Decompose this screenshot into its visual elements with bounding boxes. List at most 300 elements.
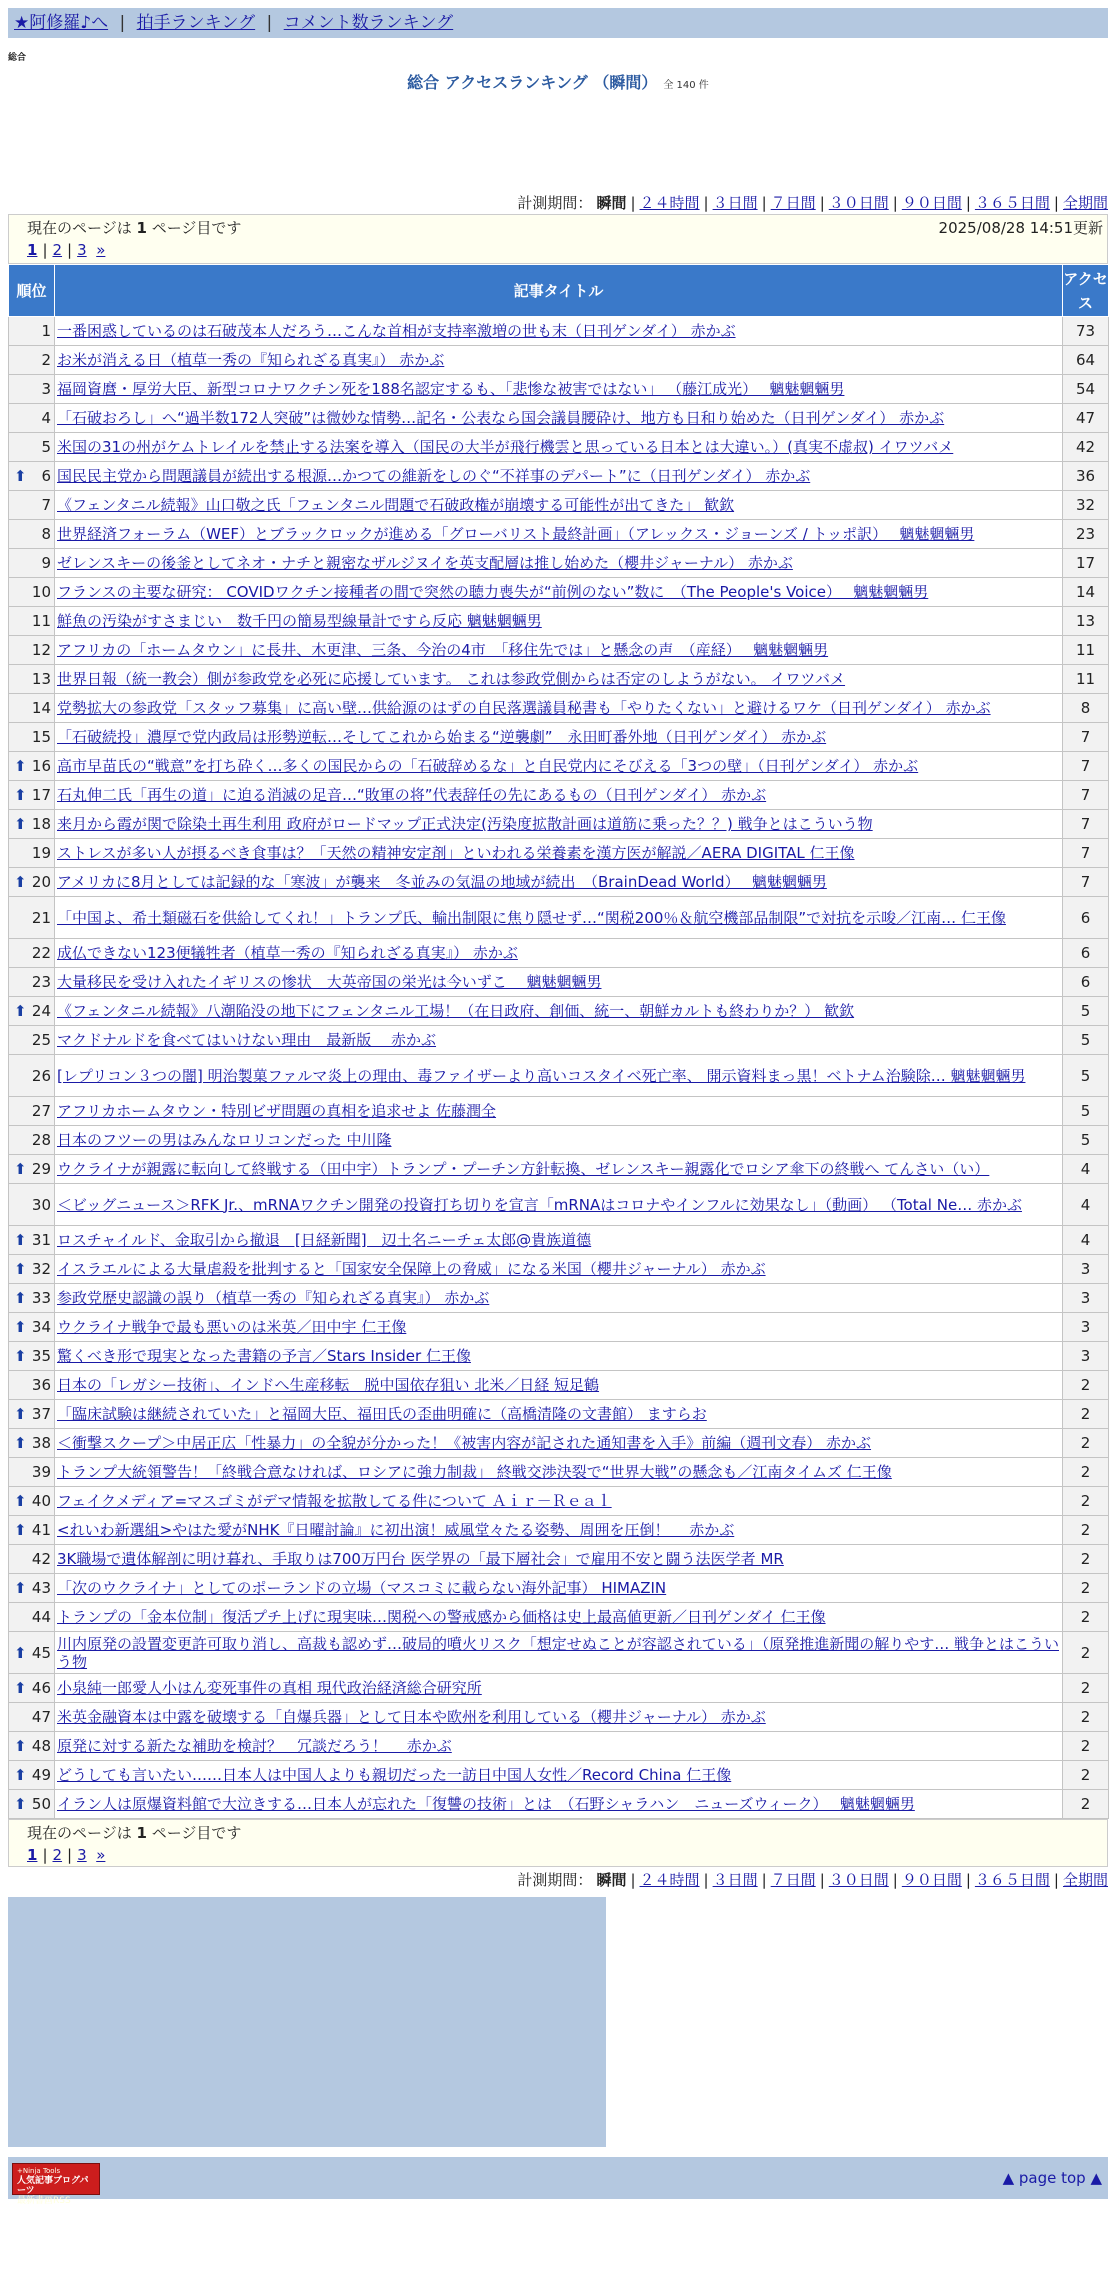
article-title-link[interactable]: 参政党歴史認識の誤り（植草一秀の『知られざる真実』） 赤かぶ	[57, 1289, 490, 1307]
article-title-link[interactable]: ウクライナ戦争で最も悪いのは米英／田中宇 仁王像	[57, 1318, 407, 1336]
table-row	[9, 1184, 1109, 1226]
access-count: 2	[1063, 1545, 1109, 1574]
access-count: 32	[1063, 491, 1109, 520]
period-separator: |	[703, 1871, 709, 1889]
table-row	[9, 1226, 1109, 1255]
rank-number: 2	[41, 351, 51, 369]
access-count: 14	[1063, 578, 1109, 607]
title-cell	[55, 317, 1063, 346]
rank-cell	[9, 1574, 55, 1603]
article-title-link[interactable]: 一番困惑しているのは石破茂本人だろう…こんな首相が支持率激増の世も末（日刊ゲンダイ） 赤かぶ	[57, 322, 736, 340]
rank-number: 24	[31, 1002, 51, 1020]
title-cell	[55, 1545, 1063, 1574]
table-row	[9, 1400, 1109, 1429]
table-row	[9, 491, 1109, 520]
title-cell	[55, 1226, 1063, 1255]
rank-cell	[9, 1026, 55, 1055]
title-cell	[55, 1126, 1063, 1155]
title-cell	[55, 1574, 1063, 1603]
article-title-link[interactable]: ＜衝撃スクープ＞中居正広「性暴力」の全貌が分かった！《被害内容が記された通知書を入手》前編（週刊文春） 赤かぶ	[57, 1434, 872, 1452]
rank-number: 48	[31, 1737, 51, 1755]
access-count: 5	[1063, 1026, 1109, 1055]
table-row	[9, 549, 1109, 578]
ranking-table	[8, 264, 1109, 1819]
title-cell	[55, 939, 1063, 968]
access-count: 2	[1063, 1603, 1109, 1632]
rank-up-arrow-icon: ⬆	[14, 1737, 27, 1755]
period-link[interactable]: ３０日間	[828, 194, 889, 212]
article-title-link[interactable]: ＜ビッグニュース＞RFK Jr.、mRNAワクチン開発の投資打ち切りを宣言「mRNAはコロナやインフルに効果なし」（動画） （Total Ne… 赤かぶ	[57, 1195, 1022, 1214]
title-cell	[55, 897, 1063, 939]
rank-up-arrow-icon: ⬆	[14, 1260, 27, 1278]
title-cell	[55, 1400, 1063, 1429]
title-cell	[55, 607, 1063, 636]
title-cell	[55, 839, 1063, 868]
period-separator: |	[761, 194, 767, 212]
rank-cell	[9, 997, 55, 1026]
rank-cell	[9, 939, 55, 968]
access-count: 2	[1063, 1516, 1109, 1545]
current-page-number: 1	[136, 219, 147, 237]
title-cell	[55, 1603, 1063, 1632]
rank-cell	[9, 1545, 55, 1574]
table-row	[9, 1545, 1109, 1574]
access-count: 23	[1063, 520, 1109, 549]
article-title-link[interactable]: 川内原発の設置変更許可取り消し、高裁も認めず…破局的噴火リスク「想定せぬことが容認されている」（原発推進新聞の解りやす… 戦争とはこういう物	[57, 1634, 1059, 1671]
rank-cell	[9, 549, 55, 578]
article-title-link[interactable]: <れいわ新選組>やはた愛がNHK『日曜討論』に初出演！威風堂々たる姿勢、周囲を圧倒！ 赤かぶ	[57, 1521, 735, 1539]
access-count: 2	[1063, 1574, 1109, 1603]
table-row	[9, 665, 1109, 694]
article-title-link[interactable]: ウクライナが親露に転向して終戦する（田中宇）トランプ・プーチン方針転換、ゼレンスキー親露化でロシア傘下の終戦へ てんさい（い）	[57, 1160, 990, 1178]
rank-number: 37	[31, 1405, 51, 1423]
table-row	[9, 1674, 1109, 1703]
current-page-label: 現在のページは	[27, 219, 132, 237]
rank-cell	[9, 317, 55, 346]
rank-up-arrow-icon: ⬆	[14, 1289, 27, 1307]
rank-number: 12	[31, 641, 51, 659]
article-title-link[interactable]: 大量移民を受け入れたイギリスの惨状 大英帝国の栄光は今いずこ 魑魅魍魎男	[57, 973, 602, 991]
table-row	[9, 752, 1109, 781]
article-title-link[interactable]: どうしても言いたい……日本人は中国人よりも親切だった一訪日中国人女性／Record China 仁王像	[57, 1766, 732, 1784]
current-page-label: 現在のページは	[27, 1824, 132, 1842]
article-title-link[interactable]: 世界日報（統一教会）側が参政党を必死に応援しています。 これは参政党側からは否定のしようがない。 イワツバメ	[57, 670, 846, 688]
rank-cell	[9, 1458, 55, 1487]
access-count: 64	[1063, 346, 1109, 375]
rank-number: 39	[31, 1463, 51, 1481]
clap-ranking-link[interactable]: 拍手ランキング	[136, 13, 256, 33]
rank-number: 18	[31, 815, 51, 833]
article-title-link[interactable]: フェイクメディア=マスゴミがデマ情報を拡散してる件について Ａｉｒ－Ｒｅａｌ	[57, 1492, 612, 1510]
rank-cell	[9, 1703, 55, 1732]
period-separator: |	[761, 1871, 767, 1889]
nav-separator: |	[119, 13, 126, 33]
pager-page-1[interactable]: 1	[27, 1846, 38, 1864]
rank-cell	[9, 1055, 55, 1097]
table-row	[9, 1097, 1109, 1126]
period-link[interactable]: ３日間	[712, 194, 758, 212]
article-title-link[interactable]: 「中国よ、希土類磁石を供給してくれ！」トランプ氏、輸出制限に焦り隠せず…“関税200％＆航空機部品制限”で対抗を示唆／江南… 仁王像	[57, 908, 1006, 927]
rank-number: 45	[31, 1643, 51, 1662]
access-count: 3	[1063, 1313, 1109, 1342]
table-row	[9, 1371, 1109, 1400]
access-count: 11	[1063, 636, 1109, 665]
access-count: 7	[1063, 781, 1109, 810]
rank-up-arrow-icon: ⬆	[14, 1434, 27, 1452]
article-title-link[interactable]: 石丸伸二氏「再生の道」に迫る消滅の足音…“敗軍の将”代表辞任の先にあるもの（日刊ゲンダイ） 赤かぶ	[57, 786, 767, 804]
rank-cell	[9, 1126, 55, 1155]
rank-cell	[9, 1603, 55, 1632]
period-link[interactable]: ７日間	[770, 1871, 816, 1889]
rank-up-arrow-icon: ⬆	[14, 1160, 27, 1178]
period-selector	[8, 192, 1108, 214]
rank-up-arrow-icon: ⬆	[14, 1579, 27, 1597]
rank-number: 21	[31, 908, 51, 927]
title-cell	[55, 868, 1063, 897]
table-row	[9, 968, 1109, 997]
period-separator: |	[965, 1871, 971, 1889]
rank-number: 4	[41, 409, 51, 427]
pager-page-3[interactable]: 3	[77, 241, 87, 259]
access-count: 7	[1063, 723, 1109, 752]
title-cell	[55, 1458, 1063, 1487]
article-title-link[interactable]: 原発に対する新たな補助を検討？ 冗談だろう！ 赤かぶ	[57, 1737, 452, 1755]
article-title-link[interactable]: アフリカの「ホームタウン」に長井、木更津、三条、今治の4市 「移住先では」と懸念の声 （産経） 魑魅魍魎男	[57, 641, 829, 659]
rank-number: 8	[41, 525, 51, 543]
period-label: 計測期間：	[517, 1871, 593, 1889]
period-link[interactable]: ３６５日間	[974, 1871, 1050, 1889]
rank-cell	[9, 1284, 55, 1313]
access-count: 54	[1063, 375, 1109, 404]
title-cell	[55, 491, 1063, 520]
article-title-link[interactable]: 国民民主党から問題議員が続出する根源…かつての維新をしのぐ“不祥事のデパート”に（日刊ゲンダイ） 赤かぶ	[57, 467, 811, 485]
rank-up-arrow-icon: ⬆	[14, 873, 27, 891]
col-access-header: アクセス	[1063, 265, 1109, 317]
table-row	[9, 694, 1109, 723]
rank-cell	[9, 868, 55, 897]
access-count: 7	[1063, 752, 1109, 781]
period-selector-bottom	[8, 1869, 1108, 1891]
access-count: 2	[1063, 1761, 1109, 1790]
footer	[8, 2157, 1108, 2206]
period-separator: |	[965, 194, 971, 212]
rank-number: 13	[31, 670, 51, 688]
rank-number: 1	[41, 322, 51, 340]
rank-cell	[9, 810, 55, 839]
ad-block	[8, 1897, 606, 2147]
access-count: 3	[1063, 1284, 1109, 1313]
rank-cell	[9, 1342, 55, 1371]
rank-cell	[9, 1790, 55, 1819]
period-link[interactable]: 全期間	[1062, 194, 1108, 212]
table-row	[9, 1255, 1109, 1284]
title-cell	[55, 462, 1063, 491]
article-title-link[interactable]: 「次のウクライナ」としてのポーランドの立場（マスコミに載らない海外記事） HIMAZIN	[57, 1579, 667, 1597]
article-title-link[interactable]: 鮮魚の汚染がすさまじい 数千円の簡易型線量計ですら反応 魑魅魍魎男	[57, 612, 542, 630]
ninja-tools-badge[interactable]	[12, 2163, 100, 2206]
rank-number: 25	[31, 1031, 51, 1049]
title-cell	[55, 1184, 1063, 1226]
nav-separator: |	[266, 13, 273, 33]
period-link[interactable]: ７日間	[770, 194, 816, 212]
table-row	[9, 375, 1109, 404]
rank-cell	[9, 636, 55, 665]
rank-number: 7	[41, 496, 51, 514]
pager-page-2[interactable]: 2	[52, 241, 63, 259]
title-cell	[55, 1674, 1063, 1703]
article-title-link[interactable]: 米国の31の州がケムトレイルを禁止する法案を導入（国民の大半が飛行機雲と思っている日本とは大違い。）(真実不虚叔) イワツバメ	[57, 438, 954, 456]
rank-cell	[9, 607, 55, 636]
title-cell	[55, 433, 1063, 462]
title-cell	[55, 549, 1063, 578]
period-separator: |	[819, 1871, 825, 1889]
access-count: 2	[1063, 1703, 1109, 1732]
pager-page-2[interactable]: 2	[52, 1846, 63, 1864]
rank-cell	[9, 1097, 55, 1126]
table-row	[9, 939, 1109, 968]
table-row	[9, 897, 1109, 939]
period-link[interactable]: ２４時間	[639, 194, 700, 212]
title-cell	[55, 1371, 1063, 1400]
page-info-top	[8, 214, 1108, 264]
table-row	[9, 1429, 1109, 1458]
access-count: 36	[1063, 462, 1109, 491]
access-count: 2	[1063, 1458, 1109, 1487]
rank-number: 3	[41, 380, 51, 398]
table-row	[9, 1155, 1109, 1184]
table-row	[9, 1574, 1109, 1603]
title-cell	[55, 346, 1063, 375]
period-separator: |	[630, 1871, 636, 1889]
rank-number: 49	[31, 1766, 51, 1784]
rank-cell	[9, 1732, 55, 1761]
period-link[interactable]: ９０日間	[901, 1871, 962, 1889]
period-link[interactable]: ９０日間	[901, 194, 962, 212]
access-count: 7	[1063, 810, 1109, 839]
article-title-link[interactable]: ストレスが多い人が摂るべき食事は？「天然の精神安定剤」といわれる栄養素を漢方医が解説／AERA DIGITAL 仁王像	[57, 844, 855, 862]
rank-up-arrow-icon: ⬆	[14, 786, 27, 804]
table-row	[9, 1632, 1109, 1674]
title-cell	[55, 781, 1063, 810]
article-title-link[interactable]: 小泉純一郎愛人小はん変死事件の真相 現代政治経済総合研究所	[57, 1679, 482, 1697]
table-row	[9, 1458, 1109, 1487]
table-row	[9, 1516, 1109, 1545]
pager-next[interactable]: »	[96, 241, 106, 259]
table-row	[9, 520, 1109, 549]
article-title-link[interactable]: アフリカホームタウン・特別ビザ問題の真相を追求せよ 佐藤潤全	[57, 1102, 497, 1120]
period-link[interactable]: ２４時間	[639, 1871, 700, 1889]
article-title-link[interactable]: フランスの主要な研究： COVIDワクチン接種者の間で突然の聴力喪失が“前例のない”数に （The People's Voice） 魑魅魍魎男	[57, 583, 929, 601]
article-title-link[interactable]: 日本のフツーの男はみんなロリコンだった 中川隆	[57, 1131, 392, 1149]
rank-number: 9	[41, 554, 51, 572]
article-title-link[interactable]: イスラエルによる大量虐殺を批判すると「国家安全保障上の脅威」になる米国（櫻井ジャーナル） 赤かぶ	[57, 1260, 766, 1278]
article-title-link[interactable]: [レプリコン３つの闇] 明治製菓ファルマ炎上の理由、毒ファイザーより高いコスタイベ死亡率、 開示資料まっ黒！ベトナム治験除… 魑魅魍魎男	[57, 1066, 1026, 1085]
rank-cell	[9, 723, 55, 752]
table-row	[9, 839, 1109, 868]
rank-up-arrow-icon: ⬆	[14, 1318, 27, 1336]
col-rank-header: 順位	[9, 265, 55, 317]
rank-number: 30	[31, 1195, 51, 1214]
article-title-link[interactable]: イラン人は原爆資料館で大泣きする…日本人が忘れた「復讐の技術」とは （石野シャラハン ニューズウィーク） 魑魅魍魎男	[57, 1795, 915, 1813]
article-title-link[interactable]: 《フェンタニル続報》八潮陥没の地下にフェンタニル工場！（在日政府、創価、統一、朝鮮カルトも終わりか？） 歓欽	[57, 1002, 855, 1020]
rank-cell	[9, 1761, 55, 1790]
badge-line-3: 最新書画RSS	[17, 2196, 71, 2206]
title-cell	[55, 1342, 1063, 1371]
table-row	[9, 1055, 1109, 1097]
home-link[interactable]: ★阿修羅♪へ	[14, 13, 109, 33]
rank-number: 31	[31, 1231, 51, 1249]
rank-number: 32	[31, 1260, 51, 1278]
rank-number: 11	[31, 612, 51, 630]
title-cell	[55, 694, 1063, 723]
table-row	[9, 1026, 1109, 1055]
table-row	[9, 346, 1109, 375]
rank-number: 6	[41, 467, 51, 485]
rank-cell	[9, 1371, 55, 1400]
period-link[interactable]: ３０日間	[828, 1871, 889, 1889]
rank-number: 33	[31, 1289, 51, 1307]
rank-up-arrow-icon: ⬆	[14, 1679, 27, 1697]
article-title-link[interactable]: 米英金融資本は中露を破壊する「自爆兵器」として日本や欧州を利用している（櫻井ジャーナル） 赤かぶ	[57, 1708, 766, 1726]
title-cell	[55, 1097, 1063, 1126]
period-separator: |	[703, 194, 709, 212]
title-cell	[55, 1055, 1063, 1097]
rank-cell	[9, 375, 55, 404]
access-count: 2	[1063, 1674, 1109, 1703]
title-cell	[55, 810, 1063, 839]
table-row	[9, 1761, 1109, 1790]
ad-space	[8, 92, 1108, 192]
title-cell	[55, 1284, 1063, 1313]
rank-up-arrow-icon: ⬆	[14, 1405, 27, 1423]
table-row	[9, 1342, 1109, 1371]
period-link[interactable]: 全期間	[1062, 1871, 1108, 1889]
table-row	[9, 636, 1109, 665]
rank-up-arrow-icon: ⬆	[14, 1521, 27, 1539]
article-title-link[interactable]: 《フェンタニル続報》山口敬之氏「フェンタニル問題で石破政権が崩壊する可能性が出てきた」 歓欽	[57, 496, 735, 514]
rank-up-arrow-icon: ⬆	[14, 1795, 27, 1813]
article-title-link[interactable]: ロスチャイルド、金取引から撤退 [日経新聞] 辺土名ニーチェ太郎@貴族道德	[57, 1231, 592, 1249]
access-count: 2	[1063, 1371, 1109, 1400]
article-title-link[interactable]: 成仏できない123便犠牲者（植草一秀の『知られざる真実』） 赤かぶ	[57, 944, 518, 962]
rank-number: 26	[31, 1066, 51, 1085]
title-cell	[55, 520, 1063, 549]
title-cell	[55, 375, 1063, 404]
title-cell	[55, 1516, 1063, 1545]
title-cell	[55, 968, 1063, 997]
rank-number: 44	[31, 1608, 51, 1626]
access-count: 2	[1063, 1732, 1109, 1761]
table-row	[9, 810, 1109, 839]
article-title-link[interactable]: 「臨床試験は継続されていた」と福岡大臣、福田氏の歪曲明確に（高橋清隆の文書館） ますらお	[57, 1405, 707, 1423]
period-link[interactable]: ３日間	[712, 1871, 758, 1889]
rank-cell	[9, 1255, 55, 1284]
access-count: 3	[1063, 1342, 1109, 1371]
period-current: 瞬間	[596, 1871, 627, 1889]
period-current: 瞬間	[596, 194, 627, 212]
rank-cell	[9, 781, 55, 810]
article-title-link[interactable]: 驚くべき形で現実となった書籍の予言／Stars Insider 仁王像	[57, 1347, 471, 1365]
rank-cell	[9, 665, 55, 694]
table-row	[9, 607, 1109, 636]
pager-next[interactable]: »	[96, 1846, 106, 1864]
access-count: 73	[1063, 317, 1109, 346]
rank-cell	[9, 404, 55, 433]
article-title-link[interactable]: ゼレンスキーの後釜としてネオ・ナチと親密なザルジヌイを英支配層は推し始めた（櫻井ジャーナル） 赤かぶ	[57, 554, 793, 572]
access-count: 2	[1063, 1790, 1109, 1819]
access-count: 5	[1063, 1126, 1109, 1155]
rank-number: 27	[31, 1102, 51, 1120]
rank-number: 23	[31, 973, 51, 991]
title-cell	[55, 1732, 1063, 1761]
article-title-link[interactable]: 党勢拡大の参政党「スタッフ募集」に高い壁…供給源のはずの自民落選議員秘書も「やりたくない」と避けるワケ（日刊ゲンダイ） 赤かぶ	[57, 699, 991, 717]
period-link[interactable]: ３６５日間	[974, 194, 1050, 212]
rank-number: 41	[31, 1521, 51, 1539]
title-cell	[55, 665, 1063, 694]
table-row	[9, 317, 1109, 346]
rank-number: 42	[31, 1550, 51, 1568]
rank-cell	[9, 752, 55, 781]
article-title-link[interactable]: 日本の「レガシー技術」、インドへ生産移転 脱中国依存狙い 北米／日経 短足鶴	[57, 1376, 600, 1394]
comment-ranking-link[interactable]: コメント数ランキング	[283, 13, 454, 33]
article-title-link[interactable]: マクドナルドを食べてはいけない理由 最新版 赤かぶ	[57, 1031, 437, 1049]
article-title-link[interactable]: お米が消える日（植草一秀の『知られざる真実』） 赤かぶ	[57, 351, 445, 369]
rank-up-arrow-icon: ⬆	[14, 1766, 27, 1784]
period-separator: |	[892, 1871, 898, 1889]
article-title-link[interactable]: アメリカに8月としては記録的な「寒波」が襲来 冬並みの気温の地域が続出 （BrainDead World） 魑魅魍魎男	[57, 873, 827, 891]
title-cell	[55, 1255, 1063, 1284]
rank-cell	[9, 897, 55, 939]
access-count: 17	[1063, 549, 1109, 578]
period-label: 計測期間：	[517, 194, 593, 212]
title-cell	[55, 578, 1063, 607]
article-title-link[interactable]: 福岡資麿・厚労大臣、新型コロナワクチン死を188名認定するも、「悲惨な被害ではない」 （藤江成光） 魑魅魍魎男	[57, 380, 845, 398]
table-row	[9, 578, 1109, 607]
pager-bottom: 1 | 2 | 3 »	[27, 1846, 106, 1864]
page-top-link[interactable]: ▲ page top ▲	[1002, 2169, 1102, 2187]
rank-number: 34	[31, 1318, 51, 1336]
article-title-link[interactable]: 高市早苗氏の“戦意”を打ち砕く…多くの国民からの「石破辞めるな」と自民党内にそびえる「3つの壁」（日刊ゲンダイ） 赤かぶ	[57, 757, 919, 775]
article-title-link[interactable]: 「石破おろし」へ“過半数172人突破”は微妙な情勢…記名・公表なら国会議員腰砕け、地方も日和り始めた（日刊ゲンダイ） 赤かぶ	[57, 409, 945, 427]
access-count: 13	[1063, 607, 1109, 636]
article-title-link[interactable]: 世界経済フォーラム（WEF）とブラックロックが進める「グローバリスト最終計画」（アレックス・ジョーンズ / トッポ訳） 魑魅魍魎男	[57, 525, 975, 543]
rank-cell	[9, 1400, 55, 1429]
article-title-link[interactable]: 3K職場で遺体解剖に明け暮れ、手取りは700万円台 医学界の「最下層社会」で雇用不安と闘う法医学者 MR	[57, 1550, 784, 1568]
access-count: 6	[1063, 897, 1109, 939]
title-cell	[55, 1429, 1063, 1458]
rank-cell	[9, 694, 55, 723]
title-cell	[55, 1026, 1063, 1055]
rank-cell	[9, 1429, 55, 1458]
table-row	[9, 781, 1109, 810]
table-row	[9, 723, 1109, 752]
rank-up-arrow-icon: ⬆	[14, 1492, 27, 1510]
article-title-link[interactable]: 「石破続投」濃厚で党内政局は形勢逆転…そしてこれから始まる“逆襲劇” 永田町番外地（日刊ゲンダイ） 赤かぶ	[57, 728, 827, 746]
article-title-link[interactable]: 来月から霞が関で除染土再生利用 政府がロードマップ正式決定(汚染度拡散計画は道筋に乗った？？) 戦争とはこういう物	[57, 815, 873, 833]
title-cell	[55, 997, 1063, 1026]
rank-number: 22	[31, 944, 51, 962]
title-cell	[55, 723, 1063, 752]
rank-number: 14	[31, 699, 51, 717]
table-header-row	[9, 265, 1109, 317]
article-title-link[interactable]: トランプの「金本位制」復活プチ上げに現実味…関税への警戒感から価格は史上最高値更新／日刊ゲンダイ 仁王像	[57, 1608, 826, 1626]
article-title-link[interactable]: トランプ大統領警告！「終戦合意なければ、ロシアに強力制裁」 終戦交渉決裂で“世界大戦”の懸念も／江南タイムズ 仁王像	[57, 1463, 892, 1481]
pager-page-3[interactable]: 3	[77, 1846, 87, 1864]
rank-cell	[9, 1155, 55, 1184]
table-row	[9, 1284, 1109, 1313]
current-page-number: 1	[136, 1824, 147, 1842]
pager-page-1[interactable]: 1	[27, 241, 38, 259]
